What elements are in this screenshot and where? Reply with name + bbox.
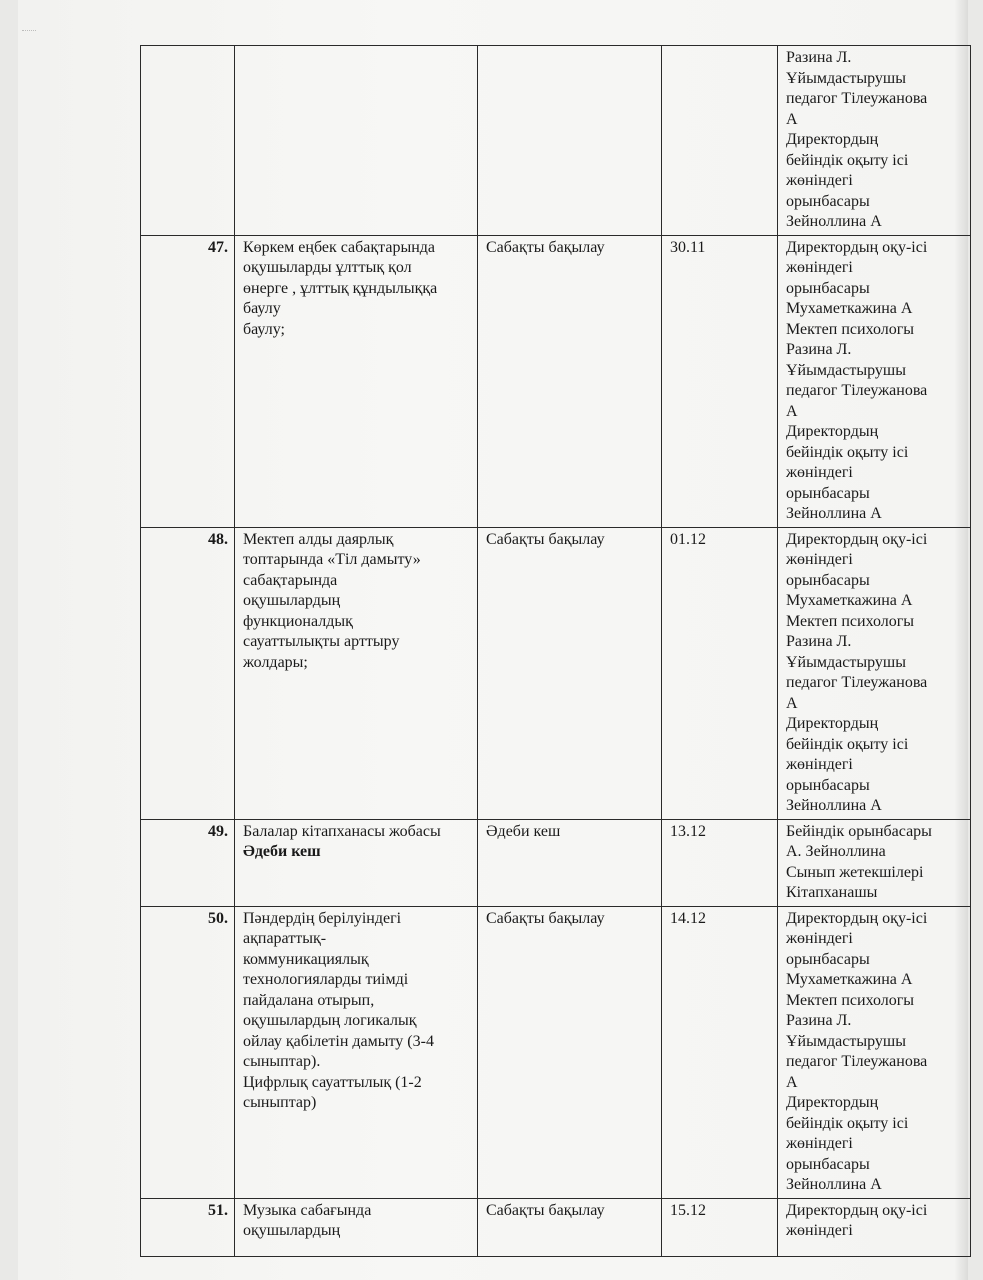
document-page (18, 0, 968, 1280)
row-topic-text: Музыка сабағында оқушылардың (243, 1201, 372, 1239)
row-number: 47. (141, 235, 235, 527)
row-topic (235, 235, 478, 527)
row-date (662, 46, 778, 236)
event-plan-table (140, 45, 971, 1257)
row-responsible: Директордың оқу-ісі жөніндегі орынбасары Мухаметкажина А Мектеп психологы Разина Л. Ұйымдастырушы педагог Тілеужанова А Директордың бейіндік оқыту ісі жөніндегі орынбасары Зейноллина А (778, 235, 971, 527)
row-number (141, 46, 235, 236)
table-row (141, 46, 971, 236)
row-form: Әдеби кеш (478, 819, 662, 906)
row-topic (235, 906, 478, 1198)
row-date: 01.12 (662, 527, 778, 819)
table-row (141, 906, 971, 1198)
row-date: 30.11 (662, 235, 778, 527)
row-form: Сабақты бақылау (478, 1198, 662, 1256)
row-date: 15.12 (662, 1198, 778, 1256)
row-topic-bold: Әдеби кеш (243, 843, 321, 860)
row-number: 50. (141, 906, 235, 1198)
row-topic (235, 1198, 478, 1256)
row-number: 49. (141, 819, 235, 906)
row-topic (235, 527, 478, 819)
row-date: 14.12 (662, 906, 778, 1198)
row-topic-text: Пәндердің берілуіндегі ақпараттық- коммуникациялық технологияларды тиімді пайдалана отырып, оқушылардың логикалық ойлау қабілетін дамыту (3-4 сыныптар). Цифрлық сауаттылық (1-2 сыныптар) (243, 909, 434, 1111)
row-topic-text: Балалар кітапханасы жобасы (243, 822, 441, 840)
table-row (141, 1198, 971, 1256)
table-row (141, 527, 971, 819)
row-responsible: Директордың оқу-ісі жөніндегі (778, 1198, 971, 1256)
row-date: 13.12 (662, 819, 778, 906)
table-row (141, 819, 971, 906)
row-form: Сабақты бақылау (478, 235, 662, 527)
row-topic-text: Көркем еңбек сабақтарында оқушыларды ұлттық қол өнерге , ұлттық құндылыққа баулу баулу; (243, 238, 438, 338)
row-responsible: Директордың оқу-ісі жөніндегі орынбасары Мухаметкажина А Мектеп психологы Разина Л. Ұйымдастырушы педагог Тілеужанова А Директордың бейіндік оқыту ісі жөніндегі орынбасары Зейноллина А (778, 527, 971, 819)
row-topic-text: Мектеп алды даярлық топтарында «Тіл дамыту» сабақтарында оқушылардың функционалдық сауаттылықты арттыру жолдары; (243, 530, 421, 671)
row-topic (235, 819, 478, 906)
row-form (478, 46, 662, 236)
row-topic (235, 46, 478, 236)
row-responsible: Разина Л. Ұйымдастырушы педагог Тілеужанова А Директордың бейіндік оқыту ісі жөніндегі орынбасары Зейноллина А (778, 46, 971, 236)
row-form: Сабақты бақылау (478, 906, 662, 1198)
row-number: 48. (141, 527, 235, 819)
table-row (141, 235, 971, 527)
row-number: 51. (141, 1198, 235, 1256)
row-responsible: Бейіндік орынбасары А. Зейноллина Сынып жетекшілері Кітапханашы (778, 819, 971, 906)
staple-mark (22, 30, 36, 41)
row-form: Сабақты бақылау (478, 527, 662, 819)
row-responsible: Директордың оқу-ісі жөніндегі орынбасары Мухаметкажина А Мектеп психологы Разина Л. Ұйымдастырушы педагог Тілеужанова А Директордың бейіндік оқыту ісі жөніндегі орынбасары Зейноллина А (778, 906, 971, 1198)
